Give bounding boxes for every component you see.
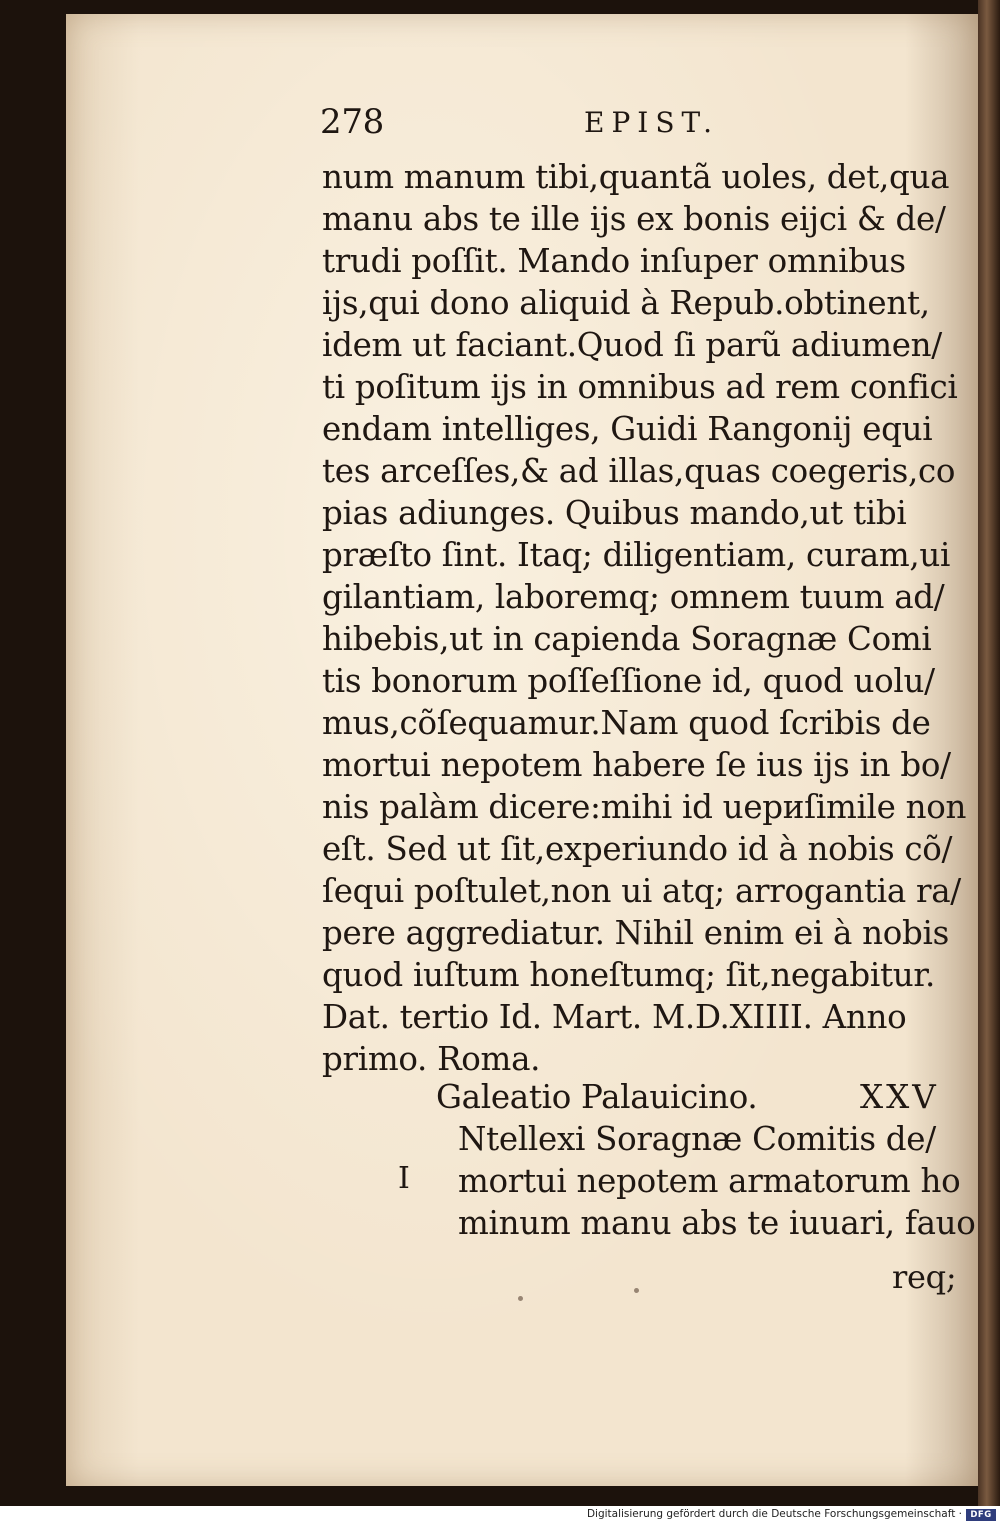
text-line: mortui nepotem habere ſe ius ijs in bo/ [322,746,951,784]
text-line: ti poſitum ijs in omnibus ad rem confici [322,368,958,406]
text-line: primo. Roma. [322,1040,541,1078]
text-line: mortui nepotem armatorum ho [458,1162,961,1200]
text-line: pere aggrediatur. Nihil enim ei à nobis [322,914,950,952]
footer-credit: Digitalisierung gefördert durch die Deutsche Forschungsgemeinschaft · [586,1508,962,1520]
text-line: gilantiam, laboremq; omnem tuum ad/ [322,578,945,616]
text-line: quod iuſtum honeſtumq; ſit,negabitur. [322,956,936,994]
ink-speck [518,1296,523,1301]
letter-number: XXV [860,1078,939,1116]
text-line: tis bonorum poſſeſſione id, quod uolu/ [322,662,935,700]
text-line: ſequi poſtulet,non ui atq; arrogantia ra/ [322,872,961,910]
ink-speck [634,1288,639,1293]
text-line: nis palàm dicere:mihi id uериſimile non [322,788,967,826]
text-line: tes arceſſes,& ad illas,quas coegeris,co [322,452,956,490]
page-number: 278 [320,102,384,142]
text-line: eſt. Sed ut ſit,experiundo id à nobis cõ/ [322,830,953,868]
text-line: trudi poſſit. Mando inſuper omnibus [322,242,906,280]
text-line: manu abs te ille ijs ex bonis eijci & de/ [322,200,946,238]
text-line: idem ut faciant.Quod ſi parũ adiumen/ [322,326,942,364]
drop-initial: I [398,1161,410,1196]
text-line: Dat. tertio Id. Mart. M.D.XIIII. Anno [322,998,907,1036]
text-line: mus,cõſequamur.Nam quod ſcribis de [322,704,931,742]
text-line: præſto ſint. Itaq; diligentiam, curam,ui [322,536,951,574]
running-head: EPIST. [584,106,719,139]
text-line: endam intelliges, Guidi Rangonij equi [322,410,933,448]
digitization-footer [0,1506,1000,1524]
text-line: pias adiunges. Quibus mando,ut tibi [322,494,907,532]
catchword: req; [892,1258,957,1296]
text-line: hibebis,ut in capienda Soragnæ Comi [322,620,932,658]
text-line: num manum tibi,quantã uoles, det,qua [322,158,950,196]
book-page [66,14,978,1486]
text-line: ijs,qui dono aliquid à Repub.obtinent, [322,284,930,322]
book-edge [978,0,1000,1506]
letter-heading: Galeatio Palauicino. [436,1078,758,1116]
dfg-logo-icon: DFG [966,1509,996,1521]
text-line: Ntellexi Soragnæ Comitis de/ [458,1120,936,1158]
text-line: minum manu abs te iuuari, fauo [458,1204,976,1242]
